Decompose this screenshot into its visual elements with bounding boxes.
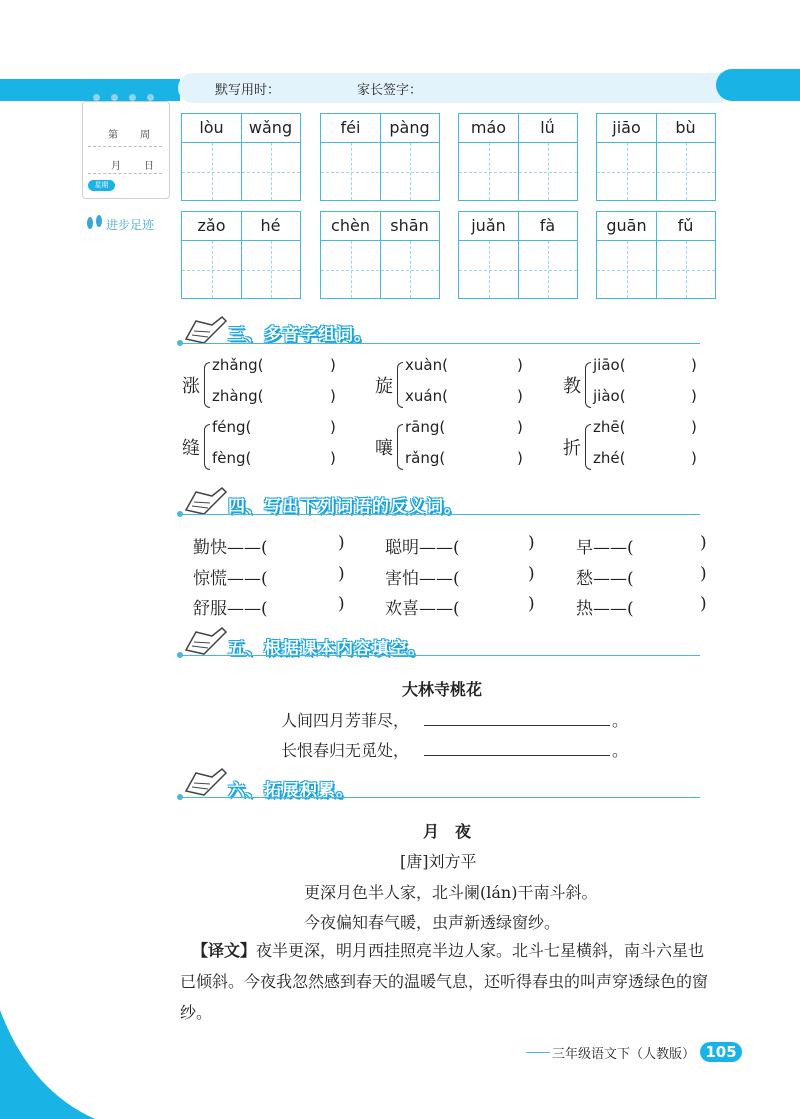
antonym-prompt: 欢喜——( [385, 599, 460, 619]
pinyin-syllable: pàng [389, 118, 430, 137]
section-divider [180, 797, 700, 798]
pinyin-syllable: jiāo [612, 118, 641, 137]
reading-prompt: rāng( [405, 418, 446, 436]
pinyin-box[interactable] [320, 113, 440, 201]
pinyin-syllable: zǎo [197, 216, 226, 235]
translation-text: 夜半更深，明月西挂照亮半边人家。北斗七星横斜，南斗六星也已倾斜。今夜我忽然感到春天的温暖气息，还听得春虫的叫声穿透绿色的窗纱。 [180, 941, 709, 1022]
pinyin-box[interactable] [458, 113, 578, 201]
antonym-prompt: 勤快——( [193, 538, 268, 558]
answer-blank[interactable]: ) [528, 564, 535, 584]
answer-blank[interactable]: ) [700, 564, 707, 584]
calendar-month: 月 [111, 161, 121, 172]
answer-blank[interactable]: ) [330, 387, 336, 405]
pinyin-syllable: féi [340, 118, 361, 137]
poem-line: 长恨春归无觅处， [281, 741, 410, 760]
translation-label: 【译文】 [192, 941, 257, 960]
antonym-prompt: 舒服——( [193, 599, 268, 619]
pinyin-syllable: bù [675, 118, 696, 137]
answer-blank[interactable]: ) [691, 356, 697, 374]
brace [204, 362, 210, 408]
guide-line [182, 172, 300, 173]
section5-title: 五、根据课本内容填空。 [228, 639, 426, 659]
header-band-right [716, 69, 800, 101]
translation-paragraph [180, 935, 720, 1028]
section-divider [180, 514, 700, 515]
answer-blank[interactable] [424, 725, 610, 726]
pinyin-syllable: lòu [199, 118, 224, 137]
poem-line: 更深月色半人家，北斗阑(lán)干南斗斜。 [304, 883, 598, 902]
pinyin-syllable: shān [390, 216, 429, 235]
calendar-day: 日 [144, 161, 154, 172]
pinyin-syllable: fà [539, 216, 556, 235]
poem-line: 今夜偏知春气暖，虫声新透绿窗纱。 [304, 913, 561, 932]
brace [204, 424, 210, 470]
answer-blank[interactable]: ) [691, 418, 697, 436]
poem-author: [唐]刘方平 [400, 852, 477, 871]
polyphonic-char: 旋 [375, 376, 393, 397]
ring-icon [129, 94, 136, 101]
poem-line: 人间四月芳菲尽， [281, 711, 410, 730]
footprint-label: 进步足迹 [106, 218, 155, 232]
answer-blank[interactable]: ) [700, 533, 707, 553]
reading-prompt: jiào( [593, 387, 626, 405]
pinyin-box[interactable] [181, 211, 301, 299]
answer-blank[interactable]: ) [330, 449, 336, 467]
answer-blank[interactable]: ) [338, 533, 345, 553]
polyphonic-char: 教 [563, 376, 581, 397]
pinyin-syllable: lǘ [540, 118, 555, 137]
reading-prompt: zhàng( [212, 387, 264, 405]
answer-blank[interactable]: ) [517, 387, 523, 405]
page-number: 105 [700, 1042, 742, 1062]
calendar-week-suffix: 周 [140, 130, 150, 141]
antonym-prompt: 聪明——( [385, 538, 460, 558]
antonym-prompt: 害怕——( [385, 569, 460, 589]
answer-blank[interactable]: ) [338, 594, 345, 614]
antonym-prompt: 惊慌——( [193, 569, 268, 589]
end-mark: 。 [612, 741, 629, 760]
antonym-prompt: 早——( [576, 538, 634, 558]
answer-blank[interactable]: ) [517, 356, 523, 374]
calendar-line [88, 146, 162, 147]
ring-icon [93, 94, 100, 101]
answer-blank[interactable]: ) [691, 449, 697, 467]
answer-blank[interactable] [424, 755, 610, 756]
polyphonic-char: 涨 [182, 376, 200, 397]
poem-title: 大林寺桃花 [402, 680, 483, 699]
corner-decoration [0, 1010, 95, 1119]
answer-blank[interactable]: ) [528, 533, 535, 553]
brace [585, 362, 591, 408]
pinyin-syllable: hé [260, 216, 281, 235]
pinyin-box[interactable] [596, 113, 716, 201]
section4-title: 四、写出下列词语的反义词。 [228, 497, 462, 517]
dictation-time-label: 默写用时： [215, 83, 281, 98]
section-divider [180, 655, 700, 656]
answer-blank[interactable]: ) [330, 356, 336, 374]
reading-prompt: féng( [212, 418, 252, 436]
parent-signature-label: 家长签字： [357, 83, 423, 98]
brace [585, 424, 591, 470]
pinyin-box[interactable] [181, 113, 301, 201]
ring-icon [111, 94, 118, 101]
guide-line [459, 172, 577, 173]
antonym-prompt: 愁——( [576, 569, 634, 589]
pinyin-syllable: guān [606, 216, 647, 235]
footprint-icon [84, 214, 106, 230]
reading-prompt: jiāo( [593, 356, 626, 374]
polyphonic-char: 缝 [182, 438, 200, 459]
section-dot [177, 652, 183, 658]
pinyin-box[interactable] [320, 211, 440, 299]
reading-prompt: xuàn( [405, 356, 448, 374]
reading-prompt: zhé( [593, 449, 626, 467]
brace [397, 424, 403, 470]
reading-prompt: fèng( [212, 449, 252, 467]
end-mark: 。 [612, 711, 629, 730]
reading-prompt: xuán( [405, 387, 448, 405]
pinyin-syllable: fǔ [677, 216, 694, 235]
brace [397, 362, 403, 408]
pinyin-box[interactable] [596, 211, 716, 299]
polyphonic-char: 嚷 [375, 438, 393, 459]
section3-title: 三、多音字组词。 [228, 325, 372, 345]
answer-blank[interactable]: ) [517, 449, 523, 467]
section-dot [177, 511, 183, 517]
calendar-line [88, 173, 162, 174]
guide-line [597, 172, 715, 173]
pinyin-syllable: chèn [331, 216, 370, 235]
section-dot [177, 794, 183, 800]
weekday-badge: 星期 [88, 180, 115, 191]
reading-prompt: rǎng( [405, 449, 446, 467]
answer-blank[interactable]: ) [691, 387, 697, 405]
answer-blank[interactable]: ) [528, 594, 535, 614]
pinyin-box[interactable] [458, 211, 578, 299]
section-dot [177, 340, 183, 346]
polyphonic-char: 折 [563, 438, 581, 459]
footer-line [526, 1052, 550, 1053]
answer-blank[interactable]: ) [700, 594, 707, 614]
calendar-week-prefix: 第 [108, 130, 118, 141]
guide-line [321, 270, 439, 271]
answer-blank[interactable]: ) [517, 418, 523, 436]
pinyin-syllable: máo [470, 118, 507, 137]
reading-prompt: zhǎng( [212, 356, 264, 374]
pinyin-syllable: juǎn [471, 216, 506, 235]
guide-line [597, 270, 715, 271]
pencil-icon [182, 765, 228, 801]
answer-blank[interactable]: ) [330, 418, 336, 436]
answer-blank[interactable]: ) [338, 564, 345, 584]
section6-title: 六、拓展积累。 [228, 781, 354, 801]
antonym-prompt: 热——( [576, 599, 634, 619]
pinyin-syllable: wǎng [248, 118, 293, 137]
guide-line [459, 270, 577, 271]
guide-line [321, 172, 439, 173]
poem-title: 月 夜 [423, 822, 472, 841]
guide-line [182, 270, 300, 271]
ring-icon [147, 94, 154, 101]
reading-prompt: zhē( [593, 418, 626, 436]
section-divider [180, 343, 700, 344]
footer-book-label: 三年级语文下（人教版） [552, 1047, 696, 1062]
